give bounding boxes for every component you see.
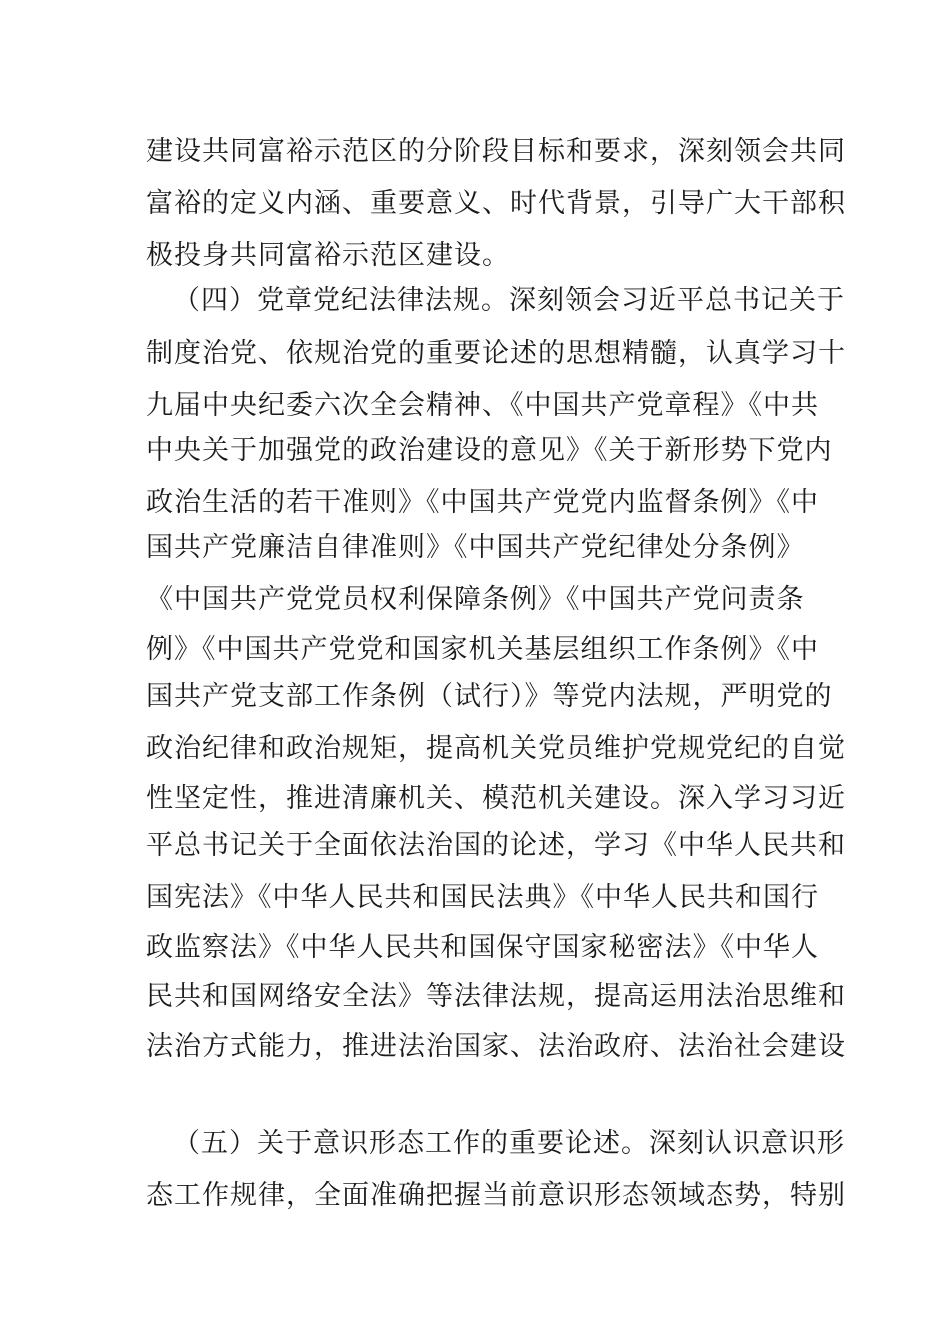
text-line	[0, 177, 950, 231]
text-line	[0, 921, 950, 975]
line-text: 《中国共产党党员权利保障条例》《中国共产党问责条	[146, 584, 805, 615]
line-text: 法治方式能力，推进法治国家、法治政府、法治社会建设	[146, 1031, 846, 1062]
line-text: 极投身共同富裕示范区建设。	[146, 240, 510, 271]
text-line	[0, 573, 950, 627]
line-text: 九届中央纪委六次全会精神、《中国共产党章程》《中共	[146, 390, 819, 421]
line-text: （五）关于意识形态工作的重要论述。深刻认识意识形	[173, 1128, 845, 1159]
line-text: 中央关于加强党的政治建设的意见》《关于新形势下党内	[146, 435, 833, 466]
text-line	[0, 970, 950, 1024]
text-line	[0, 1020, 950, 1074]
text-line	[0, 623, 950, 677]
line-text: 例》《中国共产党党和国家机关基层组织工作条例》《中	[146, 634, 819, 665]
text-line	[0, 670, 950, 724]
line-text: 政治纪律和政治规矩，提高机关党员维护党规党纪的自觉	[146, 733, 846, 764]
text-line	[0, 424, 950, 478]
text-line	[0, 1169, 950, 1223]
text-line	[0, 125, 950, 179]
text-line	[0, 722, 950, 776]
line-text: 态工作规律，全面准确把握当前意识形态领域态势，特别	[146, 1180, 846, 1211]
line-text: 富裕的定义内涵、重要意义、时代背景，引导广大干部积	[146, 188, 846, 219]
line-text: 国共产党廉洁自律准则》《中国共产党纪律处分条例》	[146, 532, 805, 563]
line-text: 政监察法》《中华人民共和国保守国家秘密法》《中华人	[146, 932, 819, 963]
line-text: 平总书记关于全面依法治国的论述，学习《中华人民共和	[146, 830, 846, 861]
paragraph-start-line	[0, 274, 950, 328]
line-text: 民共和国网络安全法》等法律法规，提高运用法治思维和	[146, 981, 846, 1012]
line-text: 国宪法》《中华人民共和国民法典》《中华人民共和国行	[146, 882, 819, 913]
paragraph-start-line	[0, 1117, 950, 1171]
line-text: 政治生活的若干准则》《中国共产党党内监督条例》《中	[146, 487, 819, 518]
text-line	[0, 521, 950, 575]
text-line	[0, 772, 950, 826]
line-text: （四）党章党纪法律法规。深刻领会习近平总书记关于	[173, 285, 845, 316]
text-line	[0, 871, 950, 925]
line-text: 性坚定性，推进清廉机关、模范机关建设。深入学习习近	[146, 783, 846, 814]
line-text: 国共产党支部工作条例（试行）》等党内法规，严明党的	[146, 681, 833, 712]
line-text: 制度治党、依规治党的重要论述的思想精髓，认真学习十	[146, 338, 846, 369]
line-text: 建设共同富裕示范区的分阶段目标和要求，深刻领会共同	[146, 136, 846, 167]
text-line	[0, 819, 950, 873]
text-line	[0, 327, 950, 381]
